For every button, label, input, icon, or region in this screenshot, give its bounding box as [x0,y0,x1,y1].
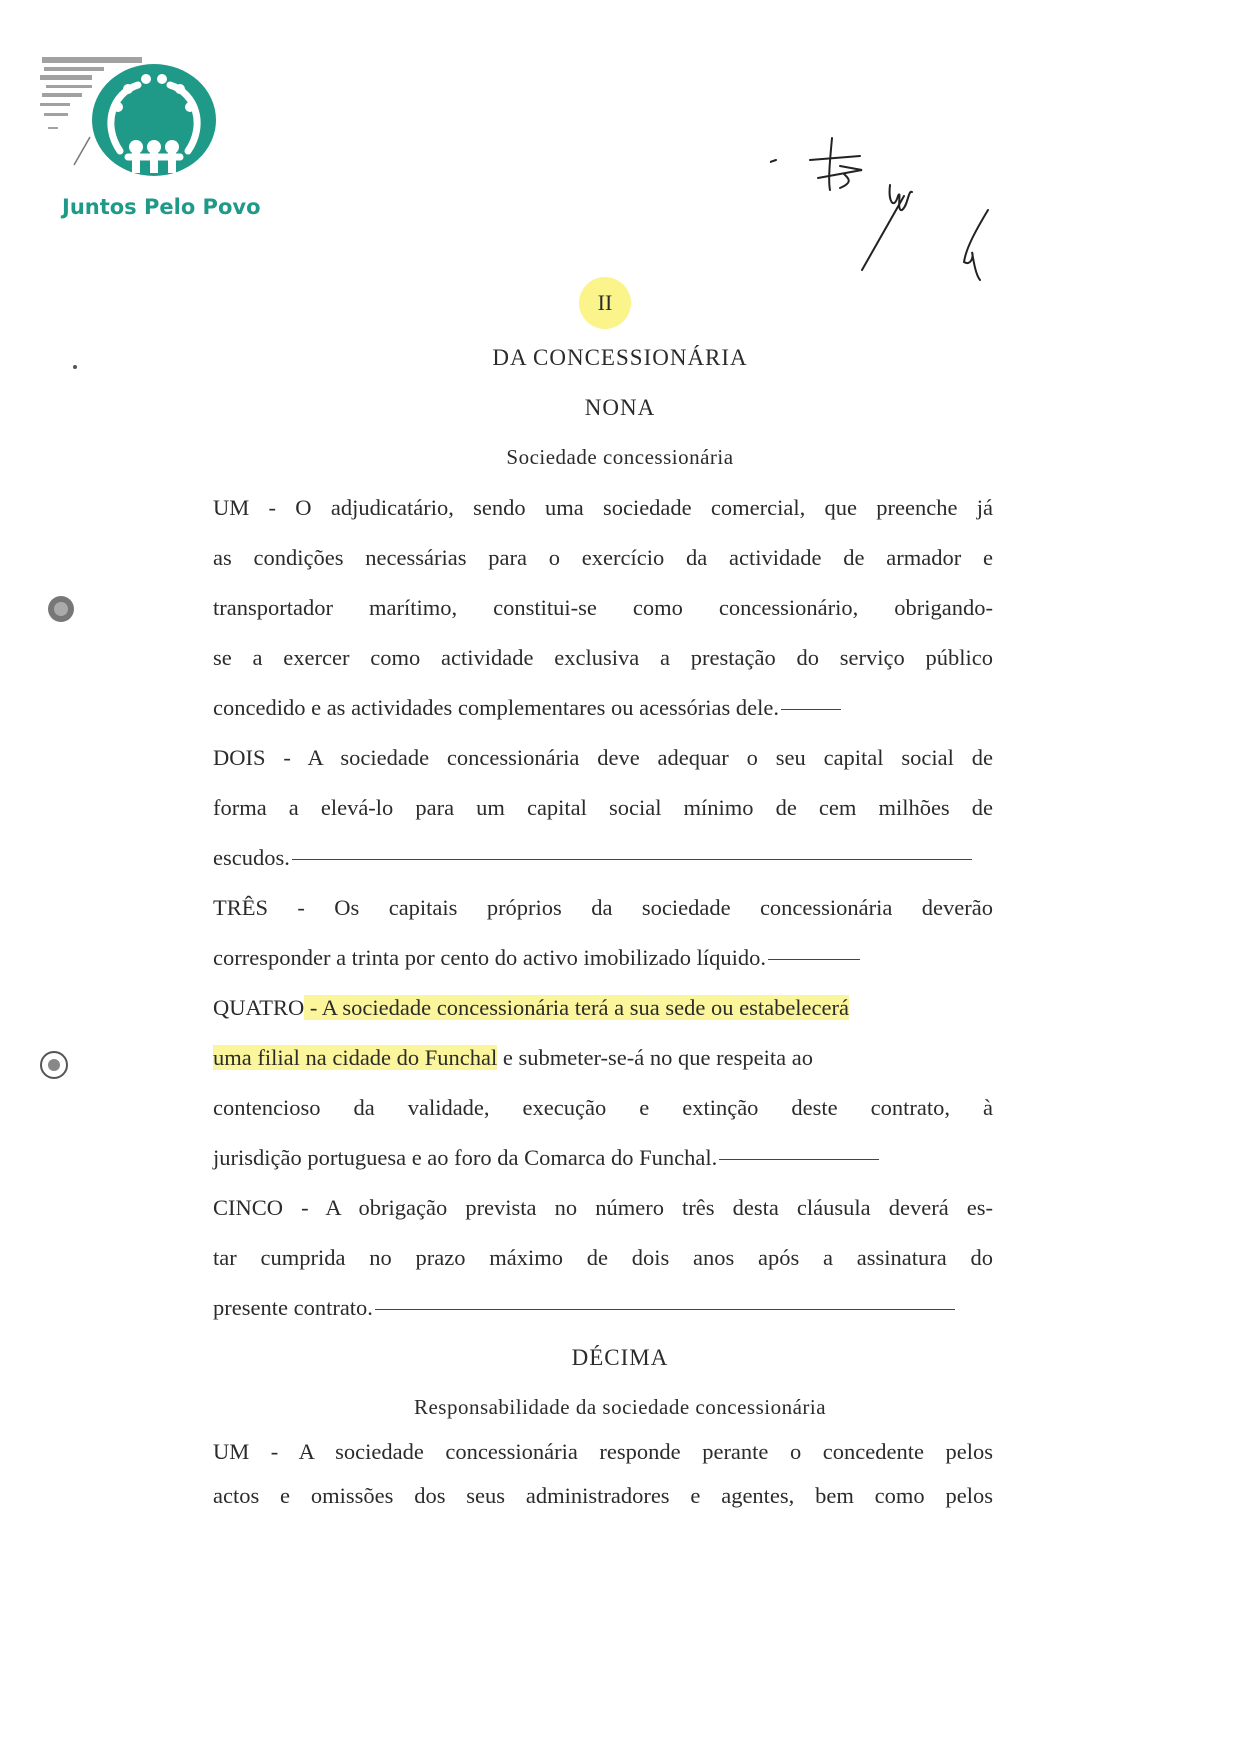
fill-dash [719,1159,879,1160]
text-line [213,993,993,1023]
text-line [213,693,993,723]
juntos-pelo-povo-logo [40,55,300,235]
text-line: UM - A sociedade concessionária responde perante o concedente pelos [213,1439,993,1464]
text-segment: corresponder a trinta por cento do activo imobilizado líquido. [213,945,766,970]
highlighted-text: - A sociedade concessionária terá a sua sede ou estabelecerá [304,995,850,1020]
text-segment: presente contrato. [213,1295,373,1320]
text-line [213,1143,993,1173]
binder-hole-mark [37,1048,71,1082]
fill-dash [375,1309,955,1310]
section-title: DA CONCESSIONÁRIA [492,345,748,370]
text-line: transportador marítimo, constitui-se como concessionário, obrigando- [213,595,993,620]
highlighted-text: uma filial na cidade do Funchal [213,1045,498,1070]
text-segment: escudos. [213,845,290,870]
section-number: II [597,290,613,315]
people-circle-icon [88,63,218,183]
text-line: UM - O adjudicatário, sendo uma sociedade comercial, que preenche já [213,495,993,520]
text-line: CINCO - A obrigação prevista no número três desta cláusula deverá es- [213,1195,993,1220]
text-line [213,843,993,873]
text-segment: jurisdição portuguesa e ao foro da Comarca do Funchal. [213,1145,718,1170]
logo-text: Juntos Pelo Povo [62,195,261,219]
fill-dash [292,859,972,860]
text-segment: concedido e as actividades complementares ou acessórias dele. [213,695,780,720]
handwritten-signatures [770,130,1010,320]
text-line [213,1043,993,1073]
text-line [213,1293,993,1323]
text-line [213,943,993,973]
clause-heading: Responsabilidade da sociedade concessionária [413,1395,827,1419]
text-line: as condições necessárias para o exercício da actividade de armador e [213,545,993,570]
binder-hole-mark [44,592,78,626]
text-segment: e submeter-se-á no que respeita ao [497,1045,813,1070]
text-line: TRÊS - Os capitais próprios da sociedade concessionária deverão [213,895,993,920]
clause-number: DÉCIMA [571,1345,669,1370]
fill-dash [768,959,860,960]
fill-dash [781,709,841,710]
text-line: contencioso da validade, execução e extinção deste contrato, à [213,1095,993,1120]
clause-number: NONA [584,395,656,420]
clause-heading: Sociedade concessionária [506,445,734,469]
text-line: tar cumprida no prazo máximo de dois anos após a assinatura do [213,1245,993,1270]
text-line: forma a elevá-lo para um capital social mínimo de cem milhões de [213,795,993,820]
text-line: DOIS - A sociedade concessionária deve adequar o seu capital social de [213,745,993,770]
text-line: actos e omissões dos seus administradores e agentes, bem como pelos [213,1483,993,1508]
text-line: se a exercer como actividade exclusiva a prestação do serviço público [213,645,993,670]
text-segment: QUATRO [213,995,305,1020]
